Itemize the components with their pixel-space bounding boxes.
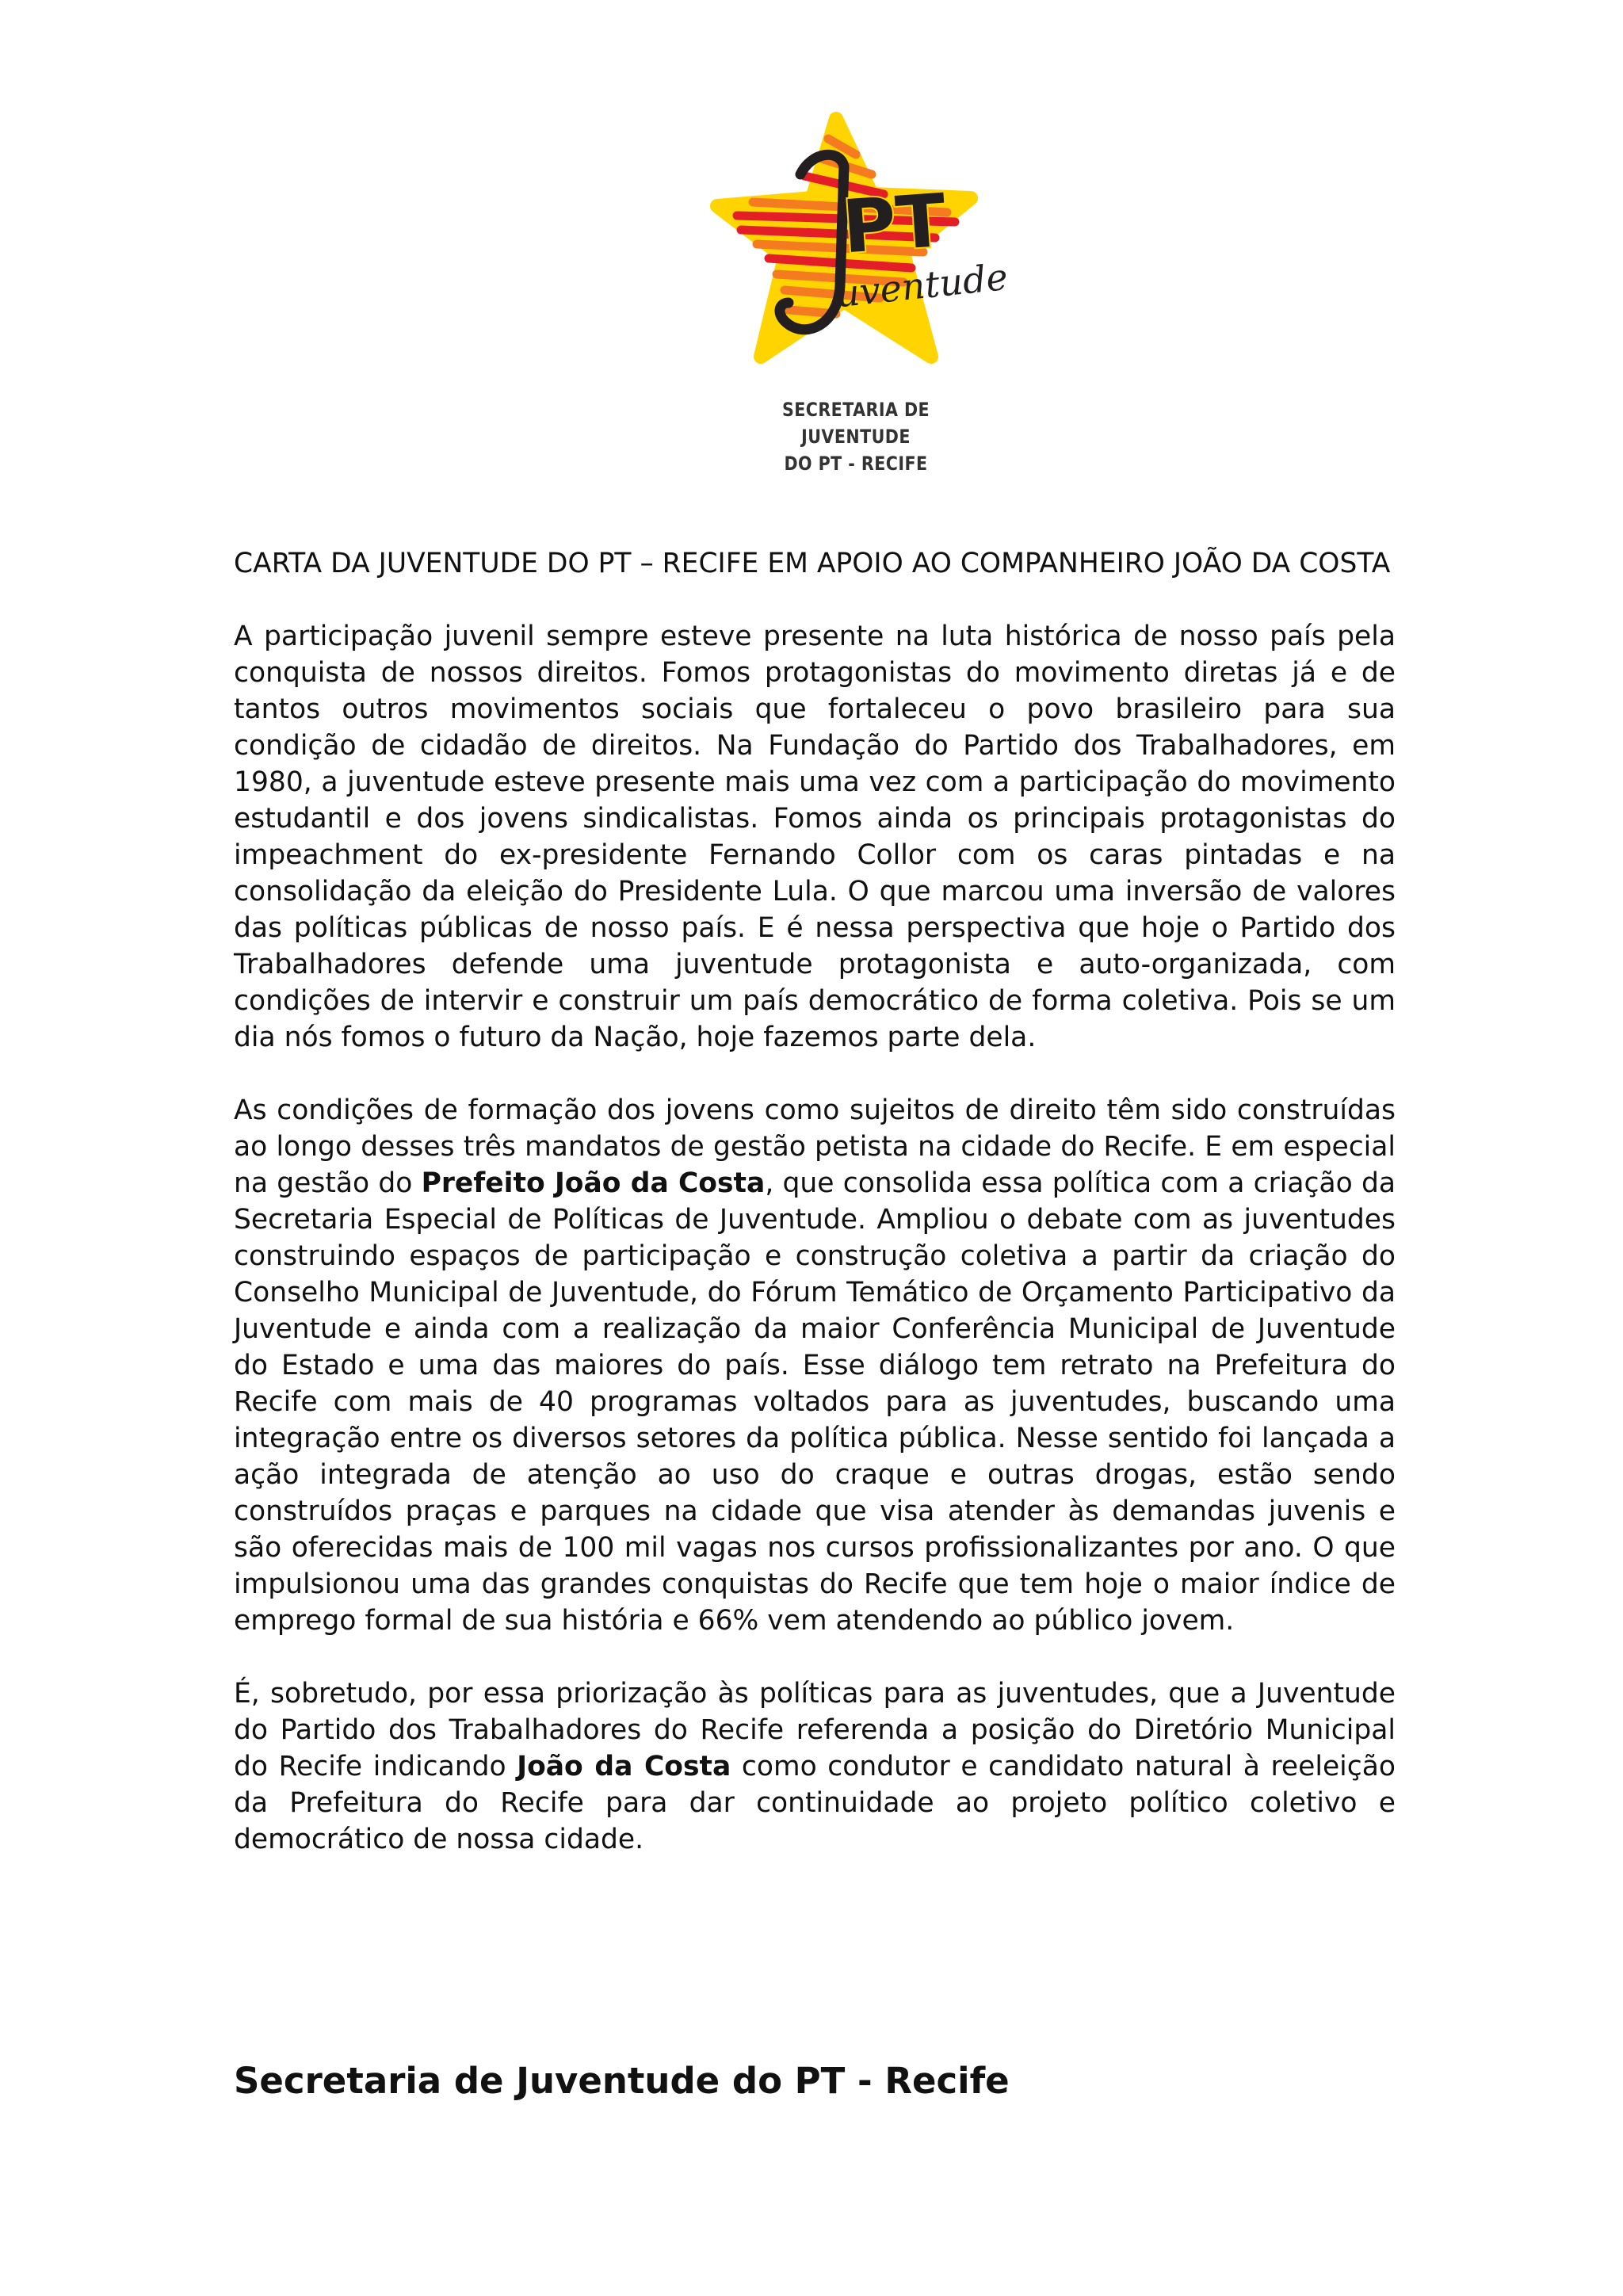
paragraph-1: A participação juvenil sempre esteve presente na luta histórica de nosso país pela conquista de nossos direitos. Fomos protagonistas do movimento diretas já e de tantos outros movimentos sociais que fortaleceu o povo brasileiro para sua condição de cidadão de direitos. Na Fundação do Partido dos Trabalhadores, em 1980, a juventude esteve presente mais uma vez com a participação do movimento estudantil e dos jovens sindicalistas. Fomos ainda os principais protagonistas do impeachment do ex-presidente Fernando Collor com os caras pintadas e na consolidação da eleição do Presidente Lula. O que marcou uma inversão de valores das políticas públicas de nosso país. E é nessa perspectiva que hoje o Partido dos Trabalhadores defende uma juventude protagonista e auto-organizada, com condições de intervir e construir um país democrático de forma coletiva. Pois se um dia nós fomos o futuro da Nação, hoje fazemos parte dela. [234,621,1396,1053]
paragraph-2-text-b: , que consolida essa política com a criação da Secretaria Especial de Políticas de Juventude. Ampliou o debate com as juventudes construindo espaços de participação e construção coletiva a partir da criação do Conselho Municipal de Juventude, do Fórum Temático de Orçamento Participativo da Juventude e ainda com a realização da maior Conferência Municipal de Juventude do Estado e uma das maiores do país. Esse diálogo tem retrato na Prefeitura do Recife com mais de 40 programas voltados para as juventudes, buscando uma integração entre os diversos setores da política pública. Nesse sentido foi lançada a ação integrada de atenção ao uso do craque e outras drogas, estão sendo construídos praças e parques na cidade que visa atender às demandas juvenis e são oferecidas mais de 100 mil vagas nos cursos profissionalizantes por ano. O que impulsionou uma das grandes conquistas do Recife que tem hoje o maior índice de emprego formal de sua história e 66% vem atendendo ao público jovem. [234,1167,1396,1637]
star-emblem [709,119,1010,380]
pt-juventude-logo [709,119,1010,475]
signature: Secretaria de Juventude do PT - Recife [234,2060,1010,2102]
paragraph-2-bold: Prefeito João da Costa [421,1167,766,1199]
paragraph-3-bold: João da Costa [517,1751,731,1782]
paragraph-2-text-a: As condições de formação dos jovens como sujeitos de direito têm sido construídas ao longo desses três mandatos de gestão petista na cidade do Recife. E em especial na gestão do [234,1095,1396,1199]
juventude-script: uventude [834,254,1010,316]
paragraph-2 [234,1092,1396,1639]
logo-caption-line1: SECRETARIA DE JUVENTUDE [781,399,930,448]
paragraph-3-text-a: É, sobretudo, por essa priorização às políticas para as juventudes, que a Juventude do Partido dos Trabalhadores do Recife referenda a posição do Diretório Municipal do Recife indicando [234,1678,1396,1782]
paragraph-3 [234,1675,1396,1858]
pt-wordmark: PT [839,178,949,270]
document-title: CARTA DA JUVENTUDE DO PT – RECIFE EM APOIO AO COMPANHEIRO JOÃO DA COSTA [234,548,1391,579]
logo-caption-line2: DO PT - RECIFE [784,453,928,475]
paragraph-3-text-b: como condutor e candidato natural à reeleição da Prefeitura do Recife para dar continuidade ao projeto político coletivo e democrático de nossa cidade. [234,1751,1396,1855]
letter-body [234,545,1396,1858]
logo-caption [730,396,982,477]
